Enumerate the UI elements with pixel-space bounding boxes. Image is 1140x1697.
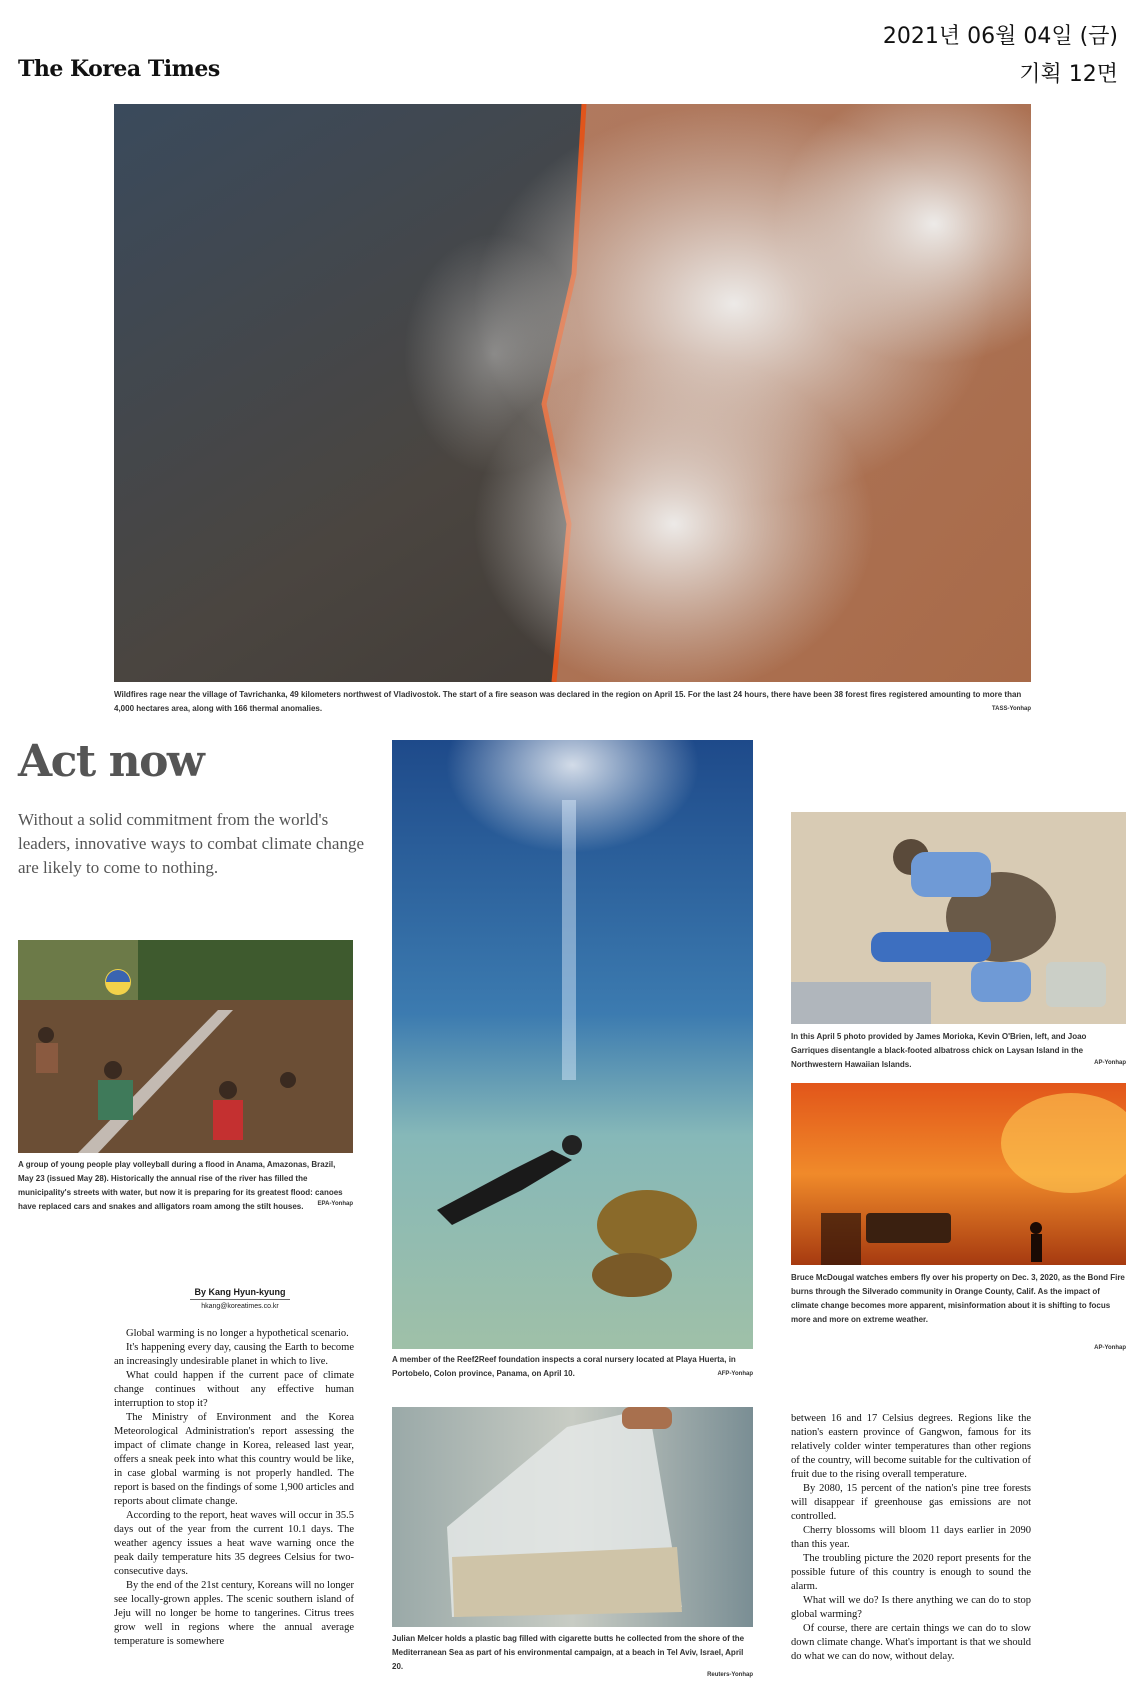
author-name: By Kang Hyun-kyung [194,1287,286,1297]
diver-credit: AFP-Yonhap [717,1371,753,1377]
article-body-column-1 [114,1327,354,1649]
page-section: 기획 12면 [1019,62,1118,87]
volleyball-credit: EPA-Yonhap [317,1201,353,1207]
paragraph: What could happen if the current pace of climate change continues without any effective human interruption to stop it? [114,1370,354,1409]
paragraph: What will we do? Is there anything we can do to stop global warming? [791,1595,1031,1620]
albatross-credit: AP-Yonhap [1094,1060,1126,1066]
paragraph: By the end of the 21st century, Koreans will no longer see locally-grown apples. The scenic southern island of Jeju will no longer be home to tangerines. Citrus trees grow well in regions where the annual average temperature is somewhere [114,1580,354,1647]
paragraph-continued: between 16 and 17 Celsius degrees. Regions like the nation's eastern province of Gangwon, famous for its relatively colder winter temperatures than other regions of the country, will become suitable for the cultivation of fruit due to the rising overall temperature. [791,1413,1031,1480]
volleyball-photo [18,940,353,1153]
author-email: hkang@koreatimes.co.kr [201,1303,279,1310]
headline: Act now [18,736,204,787]
diver-caption: A member of the Reef2Reef foundation inspects a coral nursery located at Playa Huerta, in Portobelo, Colon province, Panama, on April 10. [392,1355,736,1378]
article-body-column-2 [791,1412,1031,1664]
paragraph: According to the report, heat waves will occur in 35.5 days out of the year from the current 10.1 days. The weather agency issues a heat wave warning once the peak daily temperature hits 35 degrees Celsius for two-consecutive days. [114,1510,354,1577]
paragraph: Cherry blossoms will bloom 11 days earlier in 2090 than this year. [791,1525,1031,1550]
publication-date: 2021년 06월 04일 (금) [882,24,1118,49]
volleyball-caption: A group of young people play volleyball during a flood in Anama, Amazonas, Brazil, May 23 (issued May 28). Historically the annual rise of the river has filled the municipality's streets with water, but now it is preparing for its greatest flood: canoes have replaced cars and snakes and alligators roam among the stilt houses. [18,1160,343,1211]
paragraph: By 2080, 15 percent of the nation's pine tree forests will disappear if greenhouse gas emissions are not controlled. [791,1483,1031,1522]
paragraph: Of course, there are certain things we can do to slow down climate change. What's important is that we should do what we can do now, without delay. [791,1623,1031,1662]
deck: Without a solid commitment from the world's leaders, innovative ways to combat climate change are likely to come to nothing. [18,810,365,877]
byline-divider [190,1299,290,1300]
wildfire-caption: Wildfires rage near the village of Tavrichanka, 49 kilometers northwest of Vladivostok. The start of a fire season was declared in the region on April 15. For the last 24 hours, there have been 38 forest fires registered amounting to more than 4,000 hectares area, along with 166 thermal anomalies. [114,690,1022,713]
albatross-caption: In this April 5 photo provided by James Morioka, Kevin O'Brien, left, and Joao Garriques disentangle a black-footed albatross chick on Laysan Island in the Northwestern Hawaiian Islands. [791,1032,1087,1069]
byline [110,1287,370,1310]
wildfire-photo [114,104,1031,682]
paragraph: The troubling picture the 2020 report presents for the possible future of this country is enough to sound the alarm. [791,1553,1031,1592]
paragraph: Global warming is no longer a hypothetical scenario. [126,1328,349,1339]
fire-caption: Bruce McDougal watches embers fly over his property on Dec. 3, 2020, as the Bond Fire burns through the Silverado community in Orange County, Calif. As the impact of climate change becomes more apparent, misinformation about it is shifting to focus more and more on extreme weather. [791,1273,1125,1324]
fire-credit: AP-Yonhap [1094,1345,1126,1351]
dateline [883,18,1118,94]
paragraph: It's happening every day, causing the Earth to become an increasingly undesirable planet in which to live. [114,1342,354,1367]
newspaper-logo: The Korea Times [18,56,220,82]
plastic-bag-credit: Reuters-Yonhap [707,1672,753,1678]
diver-photo [392,740,753,1349]
albatross-photo [791,812,1126,1024]
plastic-bag-caption: Julian Melcer holds a plastic bag filled with cigarette butts he collected from the shore of the Mediterranean Sea as part of his environmental campaign, at a beach in Tel Aviv, Israel, April 20. [392,1634,745,1671]
plastic-bag-photo [392,1407,753,1627]
fire-photo [791,1083,1126,1265]
wildfire-credit: TASS-Yonhap [991,706,1031,712]
paragraph: The Ministry of Environment and the Korea Meteorological Administration's report assessing the impact of climate change in Korea, released last year, offers a sneak peek into what this country would be like, in case global warming is not properly handled. The report is based on the findings of some 1,900 articles and reports about climate change. [114,1412,354,1507]
